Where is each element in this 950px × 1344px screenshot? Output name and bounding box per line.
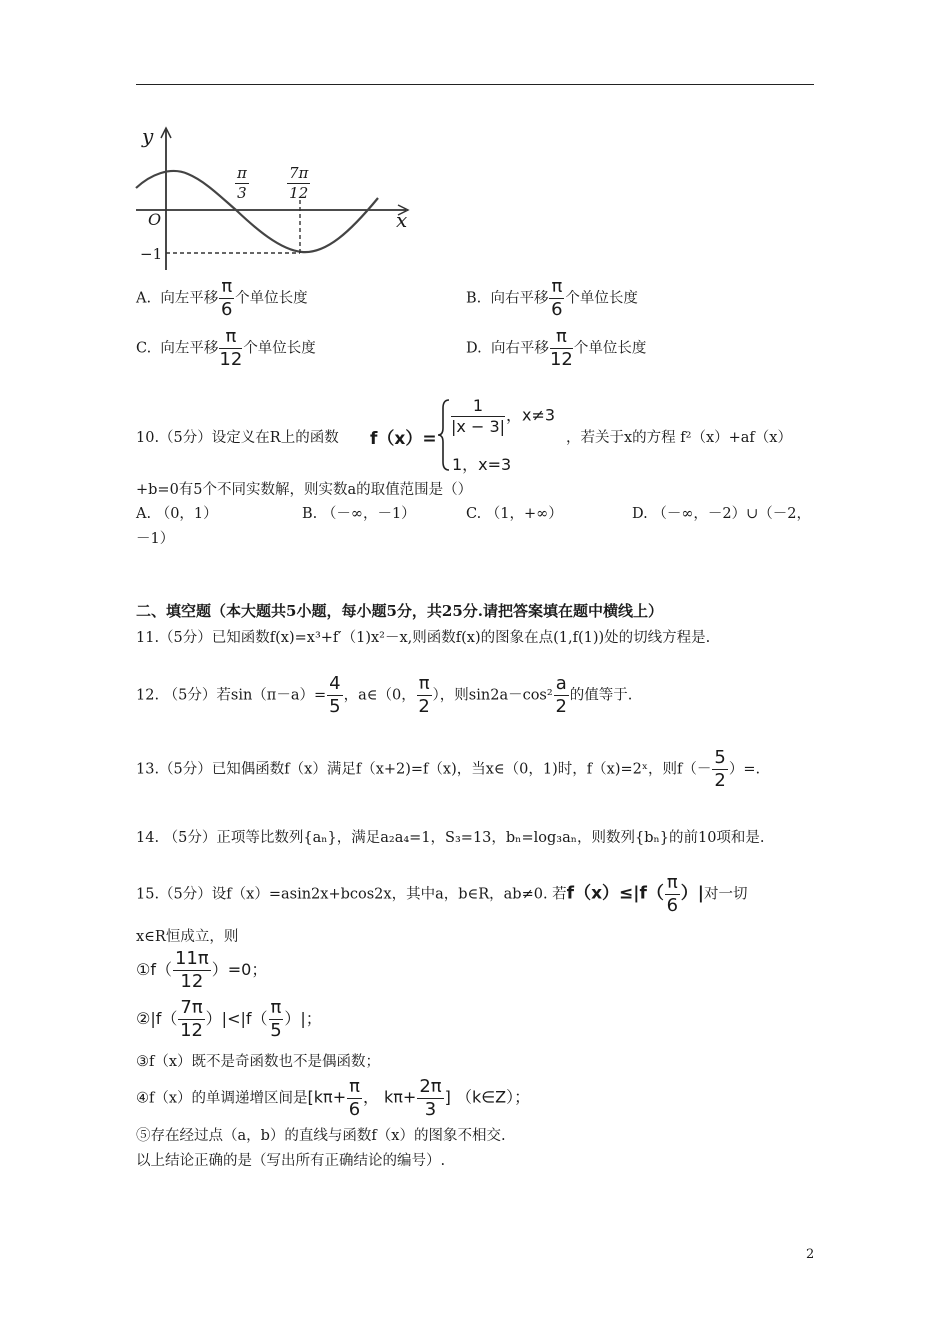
page-number: 2	[806, 1247, 815, 1262]
q15-statement-3: ③f（x）既不是奇函数也不是偶函数；	[136, 1054, 381, 1070]
q15-statement-4: ④f（x）的单调递增区间是[kπ+ $\frac{\pi}{6}$ ， kπ+ $\frac{2\pi}{3}$ ] （k∈Z）；	[136, 1076, 531, 1120]
q10-stem: 10.（5分）设定义在R上的函数	[136, 430, 339, 446]
q9-option-d: D. 向右平移 $\frac{\pi}{12}$ 个单位长度	[466, 326, 647, 370]
q15-final: 以上结论正确的是（写出所有正确结论的编号）.	[136, 1153, 446, 1169]
q10-option-d-cont: －1）	[136, 531, 175, 547]
q9-option-b: B. 向右平移 $\frac{\pi}{6}$ 个单位长度	[466, 276, 638, 320]
q15-stem-line2: x∈R恒成立，则	[136, 929, 239, 945]
sine-graph	[130, 120, 420, 280]
section-heading: 二、填空题（本大题共5小题，每小题5分，共25分.请把答案填在题中横线上）	[136, 602, 663, 620]
q10-case2: 1，x=3	[452, 455, 512, 474]
q10-case1: $\frac{1}{|x - 3|}$ ，x≠3	[451, 396, 556, 436]
graph-origin: O	[148, 210, 162, 229]
graph-neg-one: −1	[140, 245, 163, 263]
graph-x-label: x	[396, 208, 408, 232]
header-rule	[136, 84, 814, 85]
graph-tick-7pi-12: $\frac{7\pi}{12}$	[289, 164, 309, 202]
q15-statement-5: ⑤存在经过点（a，b）的直线与函数f（x）的图象不相交.	[136, 1128, 506, 1144]
q9-option-a: A. 向左平移 $\frac{\pi}{6}$ 个单位长度	[136, 276, 308, 320]
q10-stem-cont: ，若关于x的方程 f²（x）+af（x）	[566, 430, 792, 446]
q12: 12. （5分）若sin（π－a）= $\frac{4}{5}$ ，a∈（0， $\frac{\pi}{2}$ ），则sin2a－cos² $\frac{a}{2}$ 的值等于.	[136, 673, 633, 717]
q15-statement-1: ①f（ $\frac{11\pi}{12}$ ）=0；	[136, 948, 268, 992]
q14: 14. （5分）正项等比数列{aₙ}，满足a₂a₄=1，S₃=13，bₙ=log₃aₙ，则数列{bₙ}的前10项和是.	[136, 830, 765, 846]
q15-statement-2: ②|f（ $\frac{7\pi}{12}$ ）|<|f（ $\frac{\pi}{5}$ ）|；	[136, 997, 322, 1041]
q13: 13.（5分）已知偶函数f（x）满足f（x+2)=f（x)，当x∈（0，1)时，f（x)=2ˣ，则f（－ $\frac{5}{2}$ ）=.	[136, 747, 761, 791]
q10-option-b: B. （－∞，－1）	[302, 506, 416, 522]
q9-option-c: C. 向左平移 $\frac{\pi}{12}$ 个单位长度	[136, 326, 316, 370]
q10-fx: f（x）=	[370, 429, 437, 449]
q10-option-d: D. （－∞，－2）∪（－2，	[632, 506, 812, 522]
graph-y-label: y	[142, 124, 154, 148]
q11: 11.（5分）已知函数f(x)=x³+f′（1)x²－x,则函数f(x)的图象在点(1,f(1))处的切线方程是.	[136, 630, 711, 646]
q15-stem: 15.（5分）设f（x）=asin2x+bcos2x，其中a，b∈R，ab≠0. 若f（x）≤|f（ $\frac{\pi}{6}$ ）|对一切	[136, 872, 748, 916]
q10-brace	[437, 398, 451, 472]
graph-tick-pi-3: $\frac{\pi}{3}$	[237, 164, 247, 202]
q10-option-c: C. （1，+∞）	[466, 506, 563, 522]
q10-option-a: A. （0，1）	[136, 506, 218, 522]
q10-stem-line3: +b=0有5个不同实数解，则实数a的取值范围是（）	[136, 482, 473, 498]
